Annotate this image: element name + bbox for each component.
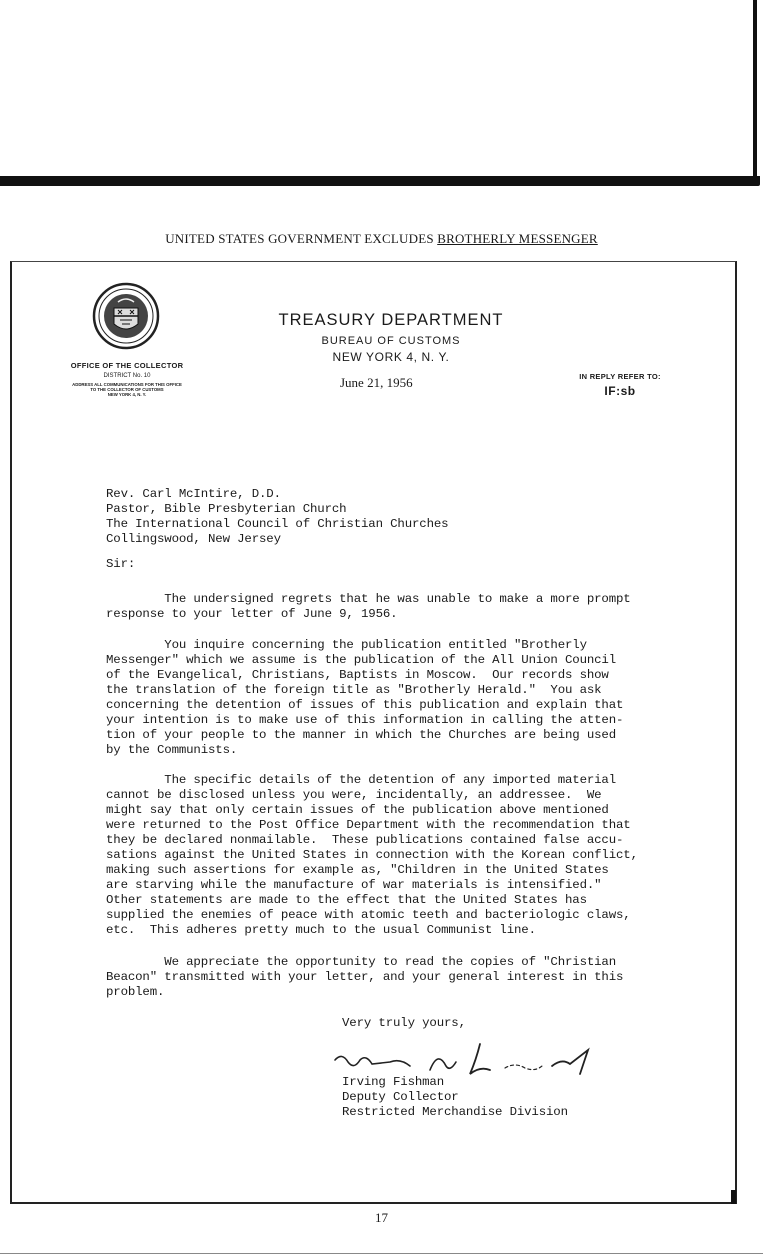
complimentary-close: Very truly yours, xyxy=(342,1016,466,1030)
reply-label: IN REPLY REFER TO: xyxy=(579,372,661,381)
top-rule-edge xyxy=(753,0,757,186)
page-number: 17 xyxy=(375,1210,388,1225)
department-title: TREASURY DEPARTMENT xyxy=(278,311,504,329)
body-paragraph: The specific details of the detention of any imported material cannot be disclosed unless you were, incidentally, an addressee. We might say that only certain issues of the publication above mentioned were returned to the Post Office Department with the recommendation that they be declared nonmailable. These publications contained false accu- sations against the United States in connection with the Korean conflict, making such assertions for example as, "Children in the United States are starving while the manufacture of war materials is intensified." Other statements are made to the effect that the United States has supplied the enemies of peace with atomic teeth and bacteriologic claws, etc. This adheres pretty much to the usual Communist line. xyxy=(106,773,638,937)
office-address-note xyxy=(56,382,198,397)
reply-reference xyxy=(560,372,680,398)
letter-date: June 21, 1956 xyxy=(340,375,413,390)
headline-prefix: UNITED STATES GOVERNMENT EXCLUDES xyxy=(165,231,438,246)
frame-corner-bar xyxy=(731,1190,736,1204)
bureau-name: BUREAU OF CUSTOMS xyxy=(321,335,461,348)
body-paragraph: You inquire concerning the publication entitled "Brotherly Messenger" which we assume is the publication of the All Union Council of the Evangelical, Christians, Baptists in Moscow. Our records show the translation of the foreign title as "Brotherly Herald." You ask concerning the detention of issues of this publication and explain that your intention is to make use of this information in calling the atten- tion of your people to the manner in which the Churches are being used by the Communists. xyxy=(106,638,624,757)
recipient-address: Rev. Carl McIntire, D.D. Pastor, Bible Presbyterian Church The International Council of Christian Churches Collingswood, New Jersey xyxy=(106,487,449,546)
treasury-seal-icon xyxy=(92,282,160,350)
department-block xyxy=(236,311,546,364)
office-district: DISTRICT No. 10 xyxy=(103,372,151,379)
bureau-city: NEW YORK 4, N. Y. xyxy=(332,350,450,365)
reply-code: IF:sb xyxy=(604,384,636,398)
bottom-rule xyxy=(0,1253,763,1254)
salutation: Sir: xyxy=(106,557,136,571)
office-address-note-line: ADDRESS ALL COMMUNICATIONS FOR THIS OFFICE xyxy=(72,381,182,387)
handwritten-signature xyxy=(330,1040,600,1080)
top-rule xyxy=(0,176,760,186)
signer-block: Irving Fishman Deputy Collector Restricted Merchandise Division xyxy=(342,1075,568,1119)
office-block xyxy=(56,362,198,397)
office-address-note-line: NEW YORK 4, N. Y. xyxy=(107,391,147,397)
body-paragraph: We appreciate the opportunity to read the copies of "Christian Beacon" transmitted with your letter, and your general interest in this problem. xyxy=(106,955,624,999)
office-address-note-line: TO THE COLLECTOR OF CUSTOMS xyxy=(90,386,164,392)
headline xyxy=(0,231,763,247)
office-title: OFFICE OF THE COLLECTOR xyxy=(70,361,184,370)
body-paragraph: The undersigned regrets that he was unable to make a more prompt response to your letter of June 9, 1956. xyxy=(106,592,631,621)
headline-title: BROTHERLY MESSENGER xyxy=(437,231,598,246)
